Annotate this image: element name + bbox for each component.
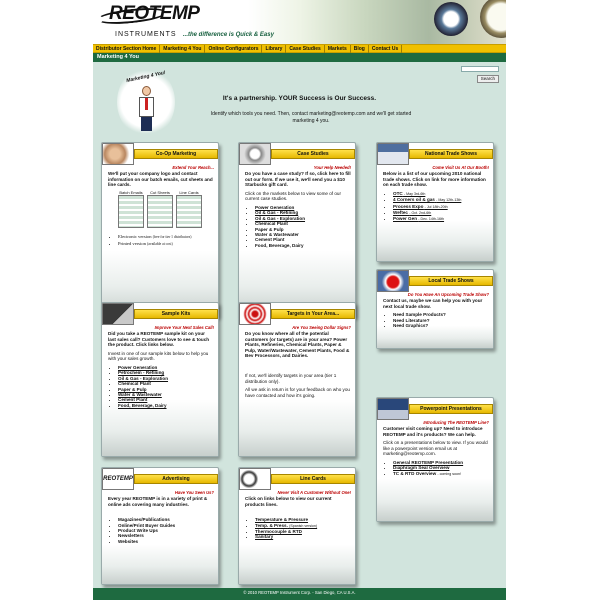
card-head xyxy=(377,270,493,292)
mascot-legs xyxy=(141,117,152,131)
trade-booth-image xyxy=(377,143,409,165)
nav-case-studies[interactable]: Case Studies xyxy=(286,45,324,53)
trade-shows-list xyxy=(393,191,489,223)
card-text: Click on the markets below to view some of our current case studies. xyxy=(245,190,341,202)
header xyxy=(93,0,506,44)
page xyxy=(93,0,506,600)
card-intro: Click on links below to view our current products lines. xyxy=(245,496,332,507)
mascot-title: Marketing 4 You! xyxy=(125,69,167,85)
coop-thumbnails xyxy=(118,190,214,229)
item-main: Temperature & Pressure xyxy=(255,517,309,523)
card-subtitle: Extend Your Reach... xyxy=(172,165,214,170)
item-note: - May 3rd-6th xyxy=(403,191,426,196)
nav-online-configurators[interactable]: Online Configurators xyxy=(205,45,262,53)
card-title[interactable]: Sample Kits xyxy=(134,309,218,319)
list-item: • Paper & Pulp xyxy=(255,227,351,232)
footer: © 2010 REOTEMP Instrument Corp. - San Diego, CA U.S.A. xyxy=(93,588,506,600)
mascot-image xyxy=(117,67,175,137)
magnifier-image xyxy=(239,143,271,165)
card-body xyxy=(102,331,218,456)
list-item xyxy=(393,471,489,477)
item-main: Sanitary xyxy=(255,534,274,540)
item-main: Weftec xyxy=(393,210,408,215)
item-main: Process Expo xyxy=(393,203,424,209)
logo-text: REOTEMP xyxy=(109,3,200,24)
intro-headline: It's a partnership. YOUR Success is Our Success. xyxy=(222,95,377,102)
card-national-trade-shows xyxy=(376,142,494,262)
thumb-cut-sheets[interactable] xyxy=(147,190,173,229)
card-intro: Customer visit coming up? Need to introduce REOTEMP and it's products? We can help. xyxy=(383,426,483,437)
line-cards-list xyxy=(255,517,351,540)
card-coop-marketing xyxy=(101,142,219,317)
card-head xyxy=(102,303,218,325)
item-note: - Oct. 2nd-6th xyxy=(409,211,432,215)
card-head xyxy=(102,468,218,490)
card-intro: Do you have a case study? If so, click here to fill out our form. If we use it, we'll send you a $10 Starbucks gift card. xyxy=(245,171,351,188)
card-targets-in-your-area xyxy=(238,302,356,457)
list-item: • Cement Plant xyxy=(255,237,351,242)
card-text: Invest in one of our sample kits below to help you with your sales growth. xyxy=(108,350,209,362)
card-local-trade-shows xyxy=(376,269,494,349)
hands-image xyxy=(102,143,134,165)
coop-options xyxy=(118,234,214,247)
card-title[interactable]: Co-Op Marketing xyxy=(134,149,218,159)
card-text: If not, we'll identify targets in your area (tier 1 distribution only). xyxy=(245,372,337,384)
card-subtitle: Are You Seeing Dollar Signs? xyxy=(292,325,351,330)
card-intro: We'll put your company logo and contact information on our batch emails, cut sheets and line cards. xyxy=(108,171,213,188)
section-title-bar: Marketing 4 You xyxy=(93,53,506,62)
list-item: • Newsletters xyxy=(118,533,214,538)
search-button[interactable]: Search xyxy=(477,75,499,83)
item-note: (free for tier 1 distributors) xyxy=(152,235,192,240)
list-item: • Websites xyxy=(118,539,214,544)
item-note: - Dec. 14th-16th xyxy=(418,217,445,222)
thumb-batch-emails[interactable] xyxy=(118,190,144,229)
card-subtitle: Have You Seen Us? xyxy=(174,490,214,495)
card-head xyxy=(377,398,493,420)
batch-email-image xyxy=(118,195,144,228)
item-main: General REOTEMP Presentation xyxy=(393,459,464,465)
list-item: • Water & Wastewater xyxy=(255,232,351,237)
case-studies-list xyxy=(255,205,351,248)
main-nav xyxy=(93,44,506,53)
tagline: ...the difference is Quick & Easy xyxy=(183,32,274,38)
card-title[interactable]: Targets in Your Area... xyxy=(271,309,355,319)
card-title[interactable]: Advertising xyxy=(134,474,218,484)
card-head xyxy=(239,303,355,325)
list-link[interactable]: • Power Generation xyxy=(255,205,351,210)
list-item: • Chemical Plant xyxy=(118,381,214,386)
nav-library[interactable]: Library xyxy=(262,45,286,53)
item-main: TC & RTD Overview xyxy=(393,470,437,476)
list-link[interactable]: • Oil & Gas - Refining xyxy=(255,210,351,215)
card-head xyxy=(377,143,493,165)
list-link[interactable] xyxy=(393,216,489,222)
logo-subtitle: INSTRUMENTS xyxy=(115,31,177,38)
card-head xyxy=(239,468,355,490)
card-sample-kits xyxy=(101,302,219,457)
card-subtitle: Introducing The REOTEMP Line? xyxy=(423,420,489,425)
item-main: Printed version xyxy=(118,240,146,246)
list-item: • Magazines/Publications xyxy=(118,517,214,522)
card-title[interactable]: Powerpoint Presentations xyxy=(409,404,493,414)
card-title[interactable]: Case Studies xyxy=(271,149,355,159)
nav-contact-us[interactable]: Contact Us xyxy=(369,45,402,53)
item-note: - Jul 18th-20th xyxy=(424,204,448,209)
item-note: - coming soon! xyxy=(437,471,461,476)
item-main: Power Gen xyxy=(393,216,417,222)
list-link[interactable]: • Petrochem - Refining xyxy=(118,370,214,375)
card-intro: Do you know where all of the potential customers (or targets) are in your area? Power Plants, Refineries, Chemical Plants, Paper & Pulp, Water/Wastewater, Cement Plants, Food & Bev Processors, and Dairies. xyxy=(245,331,350,359)
list-item: • Need Literature? xyxy=(393,318,489,323)
item-note: (Spanish version) xyxy=(289,523,318,528)
card-line-cards xyxy=(238,467,356,585)
card-subtitle: Do You Have An Upcoming Trade Show? xyxy=(407,292,489,297)
thumb-label: Batch Emails xyxy=(119,189,143,195)
thumb-label: Line Cards xyxy=(179,189,199,195)
list-link[interactable]: • Food, Beverage, Dairy xyxy=(118,403,214,408)
item-main: 4 Corners oil & gas xyxy=(393,197,435,203)
presentations-list xyxy=(393,460,489,477)
item-main: Electronic version xyxy=(118,234,152,240)
list-link[interactable]: • Power Generation xyxy=(118,365,214,370)
card-subtitle: Come Visit Us At Our Booth! xyxy=(432,165,489,170)
list-link[interactable]: • Paper & Pulp xyxy=(118,387,214,392)
card-text: All we ask in return is for your feedback on who you have contacted and how it's going. xyxy=(245,387,350,398)
list-link[interactable]: • Oil & Gas - Exploration xyxy=(255,216,351,221)
list-item: • Product Write Ups xyxy=(118,528,214,533)
card-subtitle: Your Help Needed! xyxy=(313,165,351,170)
card-intro: Contact us, maybe we can help you with your next local trade show. xyxy=(383,298,483,309)
card-title[interactable]: Local Trade Shows xyxy=(409,276,493,286)
laptop-case-image xyxy=(102,303,134,325)
card-body xyxy=(377,426,493,521)
card-body xyxy=(239,331,355,456)
advertising-list xyxy=(118,517,214,544)
item-main: Thermocouple & RTD xyxy=(255,529,302,534)
sample-kits-list xyxy=(118,365,214,408)
nav-distributor-home[interactable]: Distributor Section Home xyxy=(93,45,160,53)
card-intro: Every year REOTEMP is in a variety of print & online ads covering many industries. xyxy=(108,496,208,507)
local-needs-list xyxy=(393,312,489,328)
list-item: • Need Sample Products? xyxy=(393,312,489,317)
card-body xyxy=(377,171,493,261)
card-head xyxy=(239,143,355,165)
search-area xyxy=(461,66,499,81)
cut-sheet-image xyxy=(147,195,173,228)
card-body xyxy=(239,171,355,316)
item-note: - May 12th-13th xyxy=(436,198,462,203)
list-link[interactable] xyxy=(255,534,351,539)
card-intro: Did you take a REOTEMP sample kit on your last sales call? Customers love to see & touch the product. Click links below. xyxy=(108,331,210,348)
card-body xyxy=(102,171,218,316)
thumb-line-cards[interactable] xyxy=(176,190,202,229)
list-item: • Online/Print Buyer Guides xyxy=(118,523,214,528)
main-content xyxy=(93,62,506,588)
nav-blog[interactable]: Blog xyxy=(351,45,369,53)
gauge-image xyxy=(480,0,506,38)
card-advertising xyxy=(101,467,219,585)
target-image xyxy=(239,303,271,325)
item-main: Temp. & Press. xyxy=(255,522,288,528)
card-title[interactable]: National Trade Shows xyxy=(409,149,493,159)
card-case-studies xyxy=(238,142,356,317)
line-card-image xyxy=(176,195,202,228)
card-subtitle: Improve Your Next Sales Call! xyxy=(154,325,214,330)
presentation-image xyxy=(377,398,409,420)
item-main: OTC xyxy=(393,190,403,196)
list-link[interactable]: • Water & Wastewater xyxy=(118,392,214,397)
card-head xyxy=(102,143,218,165)
list-item: • Need Graphics? xyxy=(393,323,489,328)
item-note: (available at cost) xyxy=(147,241,173,246)
question-mark-image xyxy=(377,270,409,292)
list-link[interactable]: • Cement Plant xyxy=(118,397,214,402)
reotemp-logo[interactable] xyxy=(97,3,200,25)
card-intro: Below is a list of our upcoming 2010 national trade shows. Click on link for more information on each trade show. xyxy=(383,171,486,188)
reotemp-sign-image: REOTEMP xyxy=(102,468,134,490)
gauge-image xyxy=(434,2,468,36)
gauges-image xyxy=(239,468,271,490)
header-gauges-image xyxy=(248,0,506,44)
thumb-label: Cut Sheets xyxy=(150,189,170,195)
intro-text: Identify which tools you need. Then, contact marketing@reotemp.com and we'll get started marketing 4 you. xyxy=(210,111,412,124)
list-item: • Chemical Plant xyxy=(255,221,351,226)
search-input[interactable] xyxy=(461,66,499,72)
card-title[interactable]: Line Cards xyxy=(271,474,355,484)
list-item: • Food, Beverage, Dairy xyxy=(255,243,351,248)
list-link[interactable]: • Oil & Gas - Exploration xyxy=(118,376,214,381)
list-item xyxy=(118,241,214,247)
nav-markets[interactable]: Markets xyxy=(325,45,351,53)
card-body xyxy=(239,496,355,584)
card-subtitle: Never Visit A Customer Without One! xyxy=(277,490,351,495)
card-body xyxy=(102,496,218,584)
item-main: Diaphragm Seal Overview xyxy=(393,465,450,471)
card-body xyxy=(377,298,493,348)
card-powerpoint-presentations xyxy=(376,397,494,522)
card-text: Click on a presentations below to view. If you would like a powerpoint version email us at marketing@reotemp.com. xyxy=(383,440,488,457)
nav-marketing-4-you[interactable]: Marketing 4 You xyxy=(160,45,205,53)
